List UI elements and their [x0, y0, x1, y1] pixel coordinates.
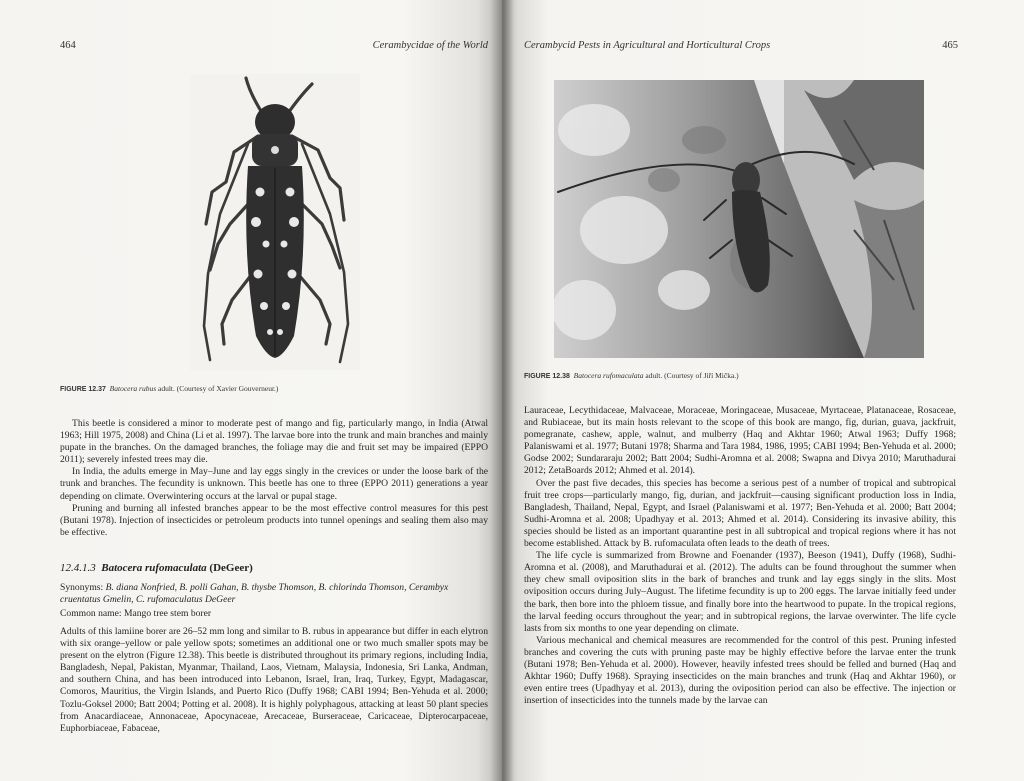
running-head: Cerambycid Pests in Agricultural and Horticultural Crops	[524, 40, 771, 51]
paragraph: Over the past five decades, this species has become a serious pest of a number of tropical and subtropical fruit tree crops—particularly mango, fig, durian, and jackfruit—causing significant production loss in India, Bangladesh, Thailand, Nepal, Egypt, and Israel (Palaniswami et al. 1977; Ben-Yehuda et al. 2000; Batt 2004; Sudhi-Aromna et al. 2008; Upadhyay et al. 2013; Ahmed et al. 2014). Considering its invasive ability, this species should be listed as an important quarantine pest in all subtropical and tropical regions where it has not become established. Attack by B. rufomaculata often leads to the death of trees.	[524, 477, 956, 550]
book-gutter	[490, 0, 514, 781]
figure-credit: adult. (Courtesy of Xavier Gouverneur.)	[156, 384, 279, 393]
page-number: 465	[942, 40, 958, 51]
figure-label: FIGURE 12.37	[60, 386, 106, 393]
species-description-continued	[524, 405, 956, 707]
paragraph: Lauraceae, Lecythidaceae, Malvaceae, Moraceae, Moringaceae, Musaceae, Myrtaceae, Platanaceae, Rosaceae, and Rubiaceae, but its main hosts relevant to the scope of this book are mango, fig, durian, guava, jackfruit, pomegranate, cashew, apple, walnut, and mulberry (Haq and Akhtar 1960; Atwal 1963; Duffy 1968; Palaniswami et al. 1977; Butani 1978; Sharma and Tara 1984, 1986, 1995; CABI 1994; Ben-Yehuda et al. 2000; Godse 2002; Sundararaju 2002; Batt 2004; Sudhi-Aromna et al. 2008; Swapna and Divya 2010; Maruthadurai 2012; ZetaBoards 2012; Ahmed et al. 2014).	[524, 405, 956, 477]
section-heading	[60, 562, 253, 574]
paragraph: This beetle is considered a minor to moderate pest of mango and fig, particularly mango, in India (Atwal 1963; Hill 1975, 2008) and China (Li et al. 1997). The larvae bore into the trunk and main branches and mainly pupate in the branches. On the damaged branches, the foliage may die and fruit set may be impaired (EPPO 2011); severely infested trees may die.	[60, 418, 488, 466]
beetle-specimen-image	[190, 74, 360, 370]
paragraph: The life cycle is summarized from Browne and Foenander (1937), Beeson (1941), Duffy (1968), Sudhi-Aromna et al. (2008), and Maruthadurai et al. (2012). The adults can be found throughout the summer when they chew small oviposition slits in the bark of branches and trunk and lay eggs singly in the slits. Most oviposition occurs during July–August. The lifetime fecundity is up to 200 eggs. The larvae initially feed under the bark, then bore into the phloem tissue, and finally bore into the heartwood to pupate. In the tropical regions, the larval feeding occurs throughout the year; and in subtropical regions, the larvae overwinter. The life cycle lasts from six months to one year depending on climate.	[524, 550, 956, 634]
paragraph: In India, the adults emerge in May–June and lay eggs singly in the crevices or under the loose bark of the trunk and branches. The fecundity is unknown. This beetle has one to three (EPPO 2011) generations a year depending on climate. Overwintering occurs at the larval or pupal stage.	[60, 466, 488, 502]
intro-text	[60, 418, 488, 539]
figure-species: Batocera rubus	[109, 384, 157, 393]
paragraph: Various mechanical and chemical measures are recommended for the control of this pest. Pruning infested branches and covering the cuts with pruning paste may be highly effective before the larvae enter the trunk (Butani 1978; Ben-Yehuda et al. 2000). However, heavily infested trees should be felled and burned (Haq and Akhtar 1960; Duffy 1968). Spraying insecticides on the main branches and trunk (Haq and Akhtar 1960), or even entire trees (Upadhyay et al. 2013), during the oviposition period can also be effective. The injection or insertion of insecticides into the tunnels made by the larvae can	[524, 634, 956, 707]
right-page	[502, 0, 1024, 781]
figure-label: FIGURE 12.38	[524, 373, 570, 380]
paragraph: Pruning and burning all infested branches appear to be the most effective control measures for this pest (Butani 1978). Injection of insecticides or petroleum products into tunnel openings and sealing them also may be effective.	[60, 502, 488, 538]
section-number: 12.4.1.3	[60, 562, 96, 574]
beetle-on-trunk-photo	[554, 80, 924, 358]
paragraph: Adults of this lamiine borer are 26–52 mm long and similar to B. rubus in appearance but differ in each elytron with six orange–yellow or pale yellow spots; sometimes an additional one or two much smaller spots may be present on the elytron (Figure 12.38). This beetle is distributed throughout its primary regions, including India, Bangladesh, Nepal, Pakistan, Myanmar, Thailand, Laos, Vietnam, Malaysia, Indonesia, Sri Lanka, Andman, and southern China, and has been introduced into Lebanon, Israel, Iran, Iraq, Turkey, Egypt, Madagascar, Comoros, Mauritius, the Virgin Islands, and Puerto Rico (Duffy 1968; CABI 1994; Ben-Yehuda et al. 2000; Tozlu-Goksel 2000; Batt 2004; Potting et al. 2008). It is highly polyphagous, attacking at least 50 plant species from Anacardiaceae, Annonaceae, Apocynaceae, Arecaceae, Burseraceae, Caricaceae, Dipterocarpaceae, Euphorbiaceae, Fabaceae,	[60, 626, 488, 734]
section-author: (DeGeer)	[209, 562, 253, 574]
left-page	[0, 0, 502, 781]
synonyms-label: Synonyms:	[60, 582, 106, 593]
figure-caption	[60, 384, 278, 393]
running-head: Cerambycidae of the World	[372, 40, 488, 51]
synonyms-list: B. diana Nonfried, B. polli Gahan, B. thysbe Thomson, B. chlorinda Thomson, Cerambyx cruentatus Gmelin, C. rufomaculatus DeGeer	[60, 582, 449, 606]
figure-caption	[524, 371, 739, 380]
figure-species: Batocera rufomaculata	[573, 371, 644, 380]
common-name: Common name: Mango tree stem borer	[60, 608, 212, 619]
section-species: Batocera rufomaculata	[101, 562, 207, 574]
synonyms	[60, 582, 488, 606]
figure-credit: adult. (Courtesy of Jiří Mička.)	[643, 371, 739, 380]
page-number: 464	[60, 40, 76, 51]
species-description	[60, 626, 488, 735]
